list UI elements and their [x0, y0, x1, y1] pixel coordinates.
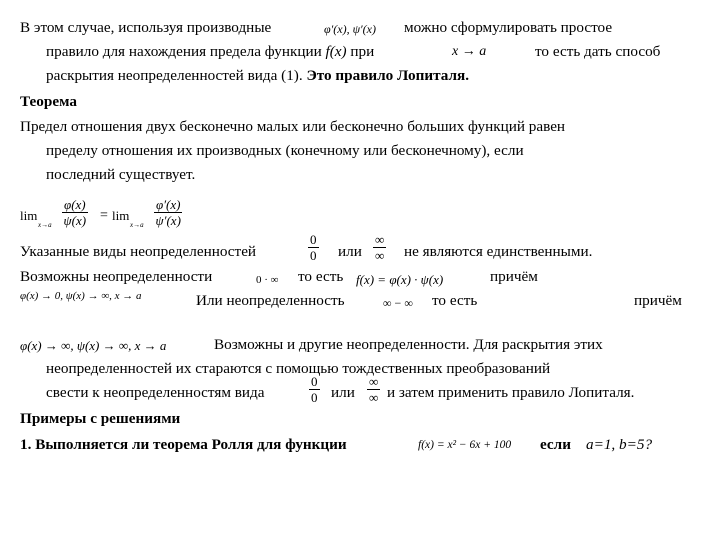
para1-text-l2a: правило для нахождения предела функции — [46, 43, 322, 60]
fraction-phi-psi — [62, 198, 88, 227]
inf-num-2: ∞ — [369, 374, 379, 389]
para1-text-a: В этом случае, используя производные — [20, 19, 272, 36]
inf-over-inf-2 — [367, 375, 380, 404]
zero-num-2: 0 — [311, 374, 318, 389]
para2-line5: неопределенностей их стараются с помощью тождественных преобразований — [46, 360, 551, 377]
fraction-derivatives — [154, 198, 182, 227]
lhopital-formula — [20, 196, 200, 242]
lim-sub-1: x→a — [38, 221, 52, 229]
examples-heading: Примеры с решениями — [20, 410, 181, 427]
inf-over-inf — [373, 233, 386, 262]
inf-den-2: ∞ — [369, 390, 379, 405]
limits-condition-1: φ(x) → 0, ψ(x) → ∞, x → a — [20, 290, 142, 302]
para1-line3 — [46, 67, 469, 85]
para2-line2a: Возможны неопределенности — [20, 268, 213, 285]
para2-line3b: то есть — [432, 292, 478, 309]
para1-text-l3a: раскрытия неопределенностей вида (1). — [46, 67, 303, 84]
para1-line1 — [20, 19, 271, 37]
para2-line2c: причём — [490, 268, 538, 285]
lim-sub-2: x→a — [130, 221, 144, 229]
para1-text-l2b: при — [350, 43, 375, 60]
zero-num: 0 — [310, 232, 317, 247]
x-to-a-formula: x → a — [452, 44, 487, 59]
para2-line2b: то есть — [298, 268, 344, 285]
para1-line1b: можно сформулировать простое — [404, 19, 613, 36]
product-formula: f(x) = φ(x) · ψ(x) — [356, 272, 444, 287]
example1-interval: a=1, b=5? — [586, 436, 653, 453]
zero-times-inf: 0 · ∞ — [256, 274, 279, 286]
rolle-function-formula: f(x) = x² − 6x + 100 — [418, 439, 512, 451]
limits-condition-2: φ(x) → ∞, ψ(x) → ∞, x → a — [20, 338, 167, 353]
example1-question: 1. Выполняется ли теорема Ролля для функции — [20, 436, 347, 453]
fraction-num-deriv: φ′(x) — [156, 197, 181, 212]
fraction-den: ψ(x) — [63, 213, 87, 228]
lim-1: lim — [20, 208, 38, 223]
inf-num: ∞ — [375, 232, 385, 247]
theorem-line2: пределу отношения их производных (конечному или бесконечному), если — [46, 142, 524, 159]
lhopital-rule-label: Это правило Лопиталя. — [306, 67, 469, 84]
inf-minus-inf: ∞ − ∞ — [383, 296, 413, 310]
para1-line2 — [46, 43, 374, 61]
fx-label: f(x) — [325, 43, 347, 60]
fraction-den-deriv: ψ′(x) — [155, 213, 181, 228]
para2-or: или — [338, 243, 362, 260]
lim-2: lim — [112, 208, 130, 223]
theorem-heading: Теорема — [20, 93, 77, 110]
para2-line1a: Указанные виды неопределенностей — [20, 243, 257, 260]
para2-line4a: Возможны и другие неопределенности. Для раскрытия этих — [214, 336, 603, 353]
derivatives-formula: φ′(x), ψ′(x) — [324, 22, 376, 36]
equals-sign: = — [100, 208, 108, 223]
para2-line6c: и затем применить правило Лопиталя. — [387, 384, 635, 401]
para2-line6b: или — [331, 384, 355, 401]
zero-over-zero-2 — [309, 375, 320, 404]
fraction-num: φ(x) — [64, 197, 86, 212]
para1-line2c: то есть дать способ — [535, 43, 661, 60]
example1-if: если — [540, 436, 571, 453]
para2-line6a: свести к неопределенностям вида — [46, 384, 265, 401]
inf-den: ∞ — [375, 248, 385, 263]
theorem-line1: Предел отношения двух бесконечно малых или бесконечно больших функций равен — [20, 118, 566, 135]
zero-den-2: 0 — [311, 390, 318, 405]
para2-line1c: не являются единственными. — [404, 243, 593, 260]
zero-over-zero — [308, 233, 319, 262]
para2-line3a: Или неопределенность — [196, 292, 345, 309]
zero-den: 0 — [310, 248, 317, 263]
theorem-line3: последний существует. — [46, 166, 196, 183]
para2-line3c: причём — [634, 292, 682, 309]
